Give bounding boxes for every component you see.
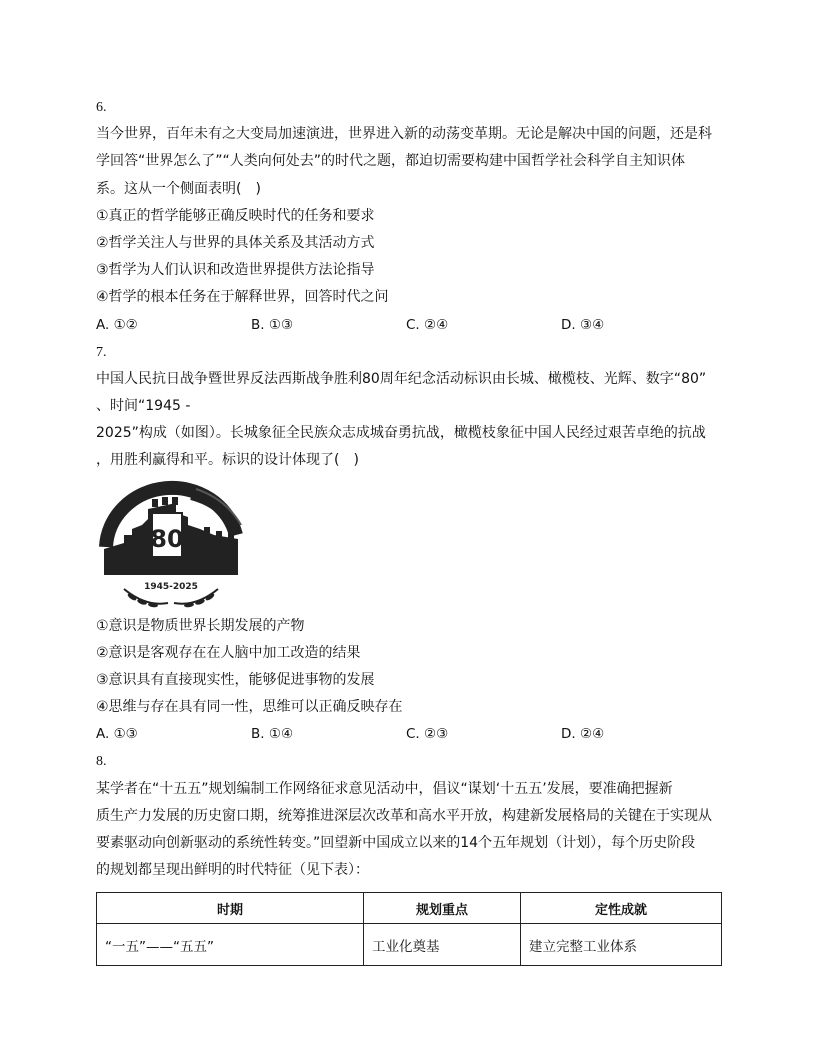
question-stem-line: ，用胜利赢得和平。标识的设计体现了( ) [96,452,359,469]
question-stem-line: 的规划都呈现出鲜明的时代特征（见下表）： [96,862,369,879]
question-stem-line: 要素驱动向创新驱动的系统性转变。”回望新中国成立以来的14个五年规划（计划），每个历史阶段 [96,835,696,852]
option-c[interactable]: C. ②④ [406,316,449,333]
statement: ②意识是客观存在在人脑中加工改造的结果 [96,644,361,661]
table-header-row [97,893,722,924]
commemoration-logo [96,477,722,609]
question-number: 8. [96,754,107,770]
question-number: 6. [96,100,107,115]
statement: ①意识是物质世界长期发展的产物 [96,617,305,634]
option-c[interactable]: C. ②③ [406,726,449,743]
great-wall-logo-image [96,477,246,609]
question-stem-line: 质生产力发展的历史窗口期，统筹推进深层次改革和高水平开放，构建新发展格局的关键在于实现从 [96,807,712,824]
question-stem-line: 2025”构成（如图）。长城象征全民族众志成城奋勇抗战，橄榄枝象征中国人民经过艰苦卓绝的抗战 [96,425,706,442]
statement: ②哲学关注人与世界的具体关系及其活动方式 [96,235,375,252]
question-number: 7. [96,344,107,360]
table-cell: 建立完整工业体系 [521,924,722,966]
five-year-plan-table [96,892,722,966]
question-stem-line: 某学者在“十五五”规划编制工作网络征求意见活动中，倡议“谋划‘十五五’发展，要准确把握新 [96,780,673,797]
option-b[interactable]: B. ①③ [251,316,294,333]
statement: ③意识具有直接现实性，能够促进事物的发展 [96,672,375,689]
table-cell: “一五”——“五五” [97,924,364,966]
statement: ③哲学为人们认识和改造世界提供方法论指导 [96,262,375,279]
table-cell: 工业化奠基 [364,924,521,966]
column-header-achievement: 定性成就 [521,893,722,924]
question-stem-line: 系。这从一个侧面表明( ) [96,180,261,197]
question-6 [96,94,722,339]
question-7 [96,339,722,749]
option-b[interactable]: B. ①④ [251,726,294,743]
statement: ①真正的哲学能够正确反映时代的任务和要求 [96,207,375,224]
option-d[interactable]: D. ③④ [561,316,605,333]
question-stem-line: 学回答“世界怎么了”“人类向何处去”的时代之题，都迫切需要构建中国哲学社会科学自主知识体 [96,153,686,170]
option-a[interactable]: A. ①③ [96,726,138,743]
question-stem-line: 当今世界，百年未有之大变局加速演进，世界进入新的动荡变革期。无论是解决中国的问题，还是科 [96,126,712,143]
document-page [96,94,722,966]
question-stem-line: 中国人民抗日战争暨世界反法西斯战争胜利80周年纪念活动标识由长城、橄榄枝、光辉、数字“80” [96,370,707,387]
statement: ④思维与存在具有同一性，思维可以正确反映存在 [96,699,403,716]
question-8 [96,748,722,966]
question-stem-line: 、时间“1945 - [96,398,191,415]
option-d[interactable]: D. ②④ [561,726,605,743]
option-a[interactable]: A. ①② [96,316,138,333]
statement: ④哲学的根本任务在于解释世界，回答时代之问 [96,289,389,306]
logo-years: 1945-2025 [144,581,198,592]
answer-options [96,312,722,339]
logo-number: 80 [150,524,184,553]
answer-options [96,721,722,748]
column-header-focus: 规划重点 [364,893,521,924]
column-header-period: 时期 [97,893,364,924]
table-row [97,924,722,966]
